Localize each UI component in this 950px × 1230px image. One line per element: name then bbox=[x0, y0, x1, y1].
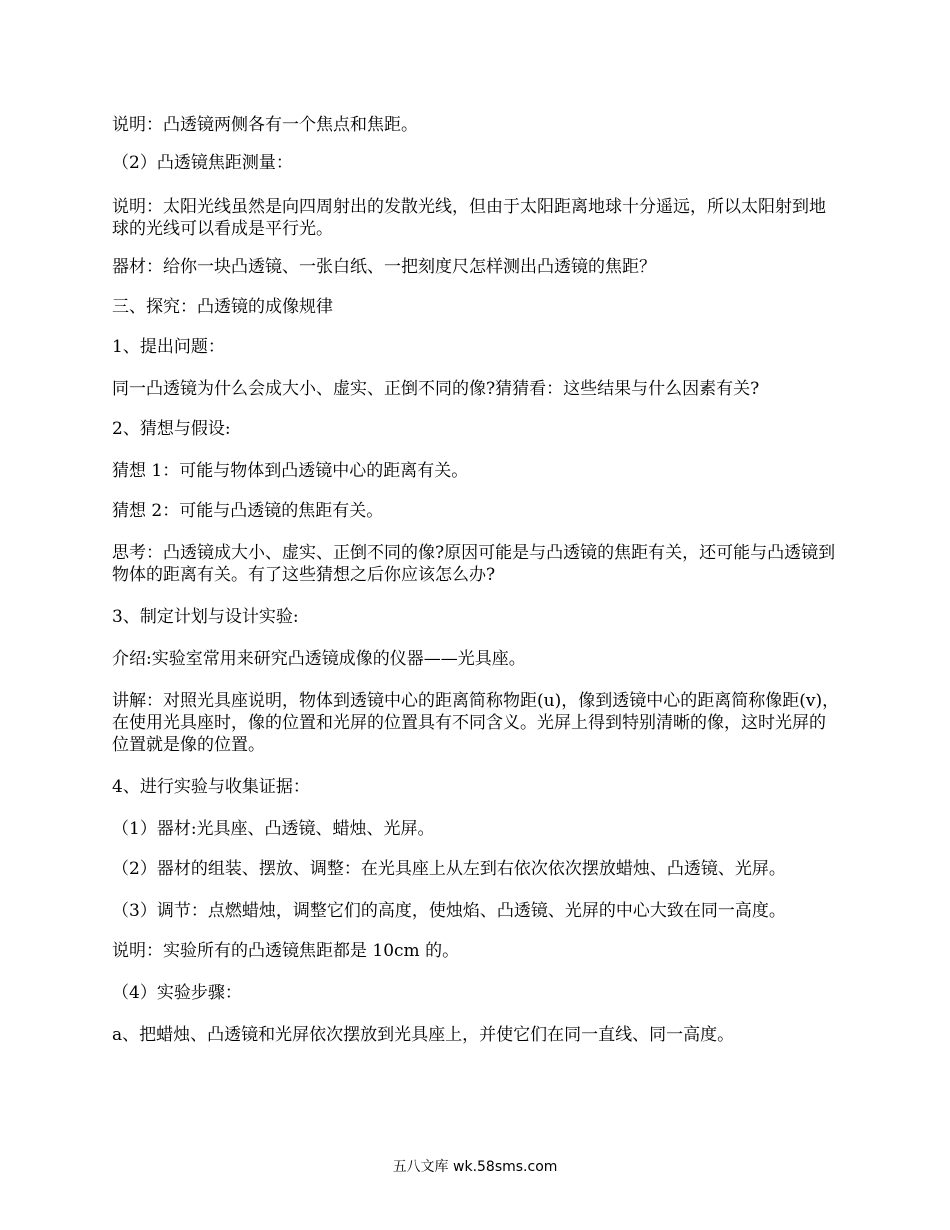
paragraph: 4、进行实验与收集证据： bbox=[112, 777, 310, 797]
paragraph: （2）器材的组装、摆放、调整：在光具座上从左到右依次依次摆放蜡烛、凸透镜、光屏。 bbox=[112, 859, 786, 879]
paragraph: 器材：给你一块凸透镜、一张白纸、一把刻度尺怎样测出凸透镜的焦距？ bbox=[112, 257, 656, 277]
paragraph: 思考：凸透镜成大小、虚实、正倒不同的像?原因可能是与凸透镜的焦距有关，还可能与凸透镜到物体的距离有关。有了这些猜想之后你应该怎么办? bbox=[112, 543, 836, 585]
paragraph: 3、制定计划与设计实验: bbox=[112, 607, 299, 627]
paragraph: 讲解：对照光具座说明，物体到透镜中心的距离简称物距(u)，像到透镜中心的距离简称像距(v)，在使用光具座时，像的位置和光屏的位置具有不同含义。光屏上得到特别清晰的像，这时光屏的位置就是像的位置。 bbox=[112, 691, 840, 755]
paragraph: 说明：实验所有的凸透镜焦距都是 10cm 的。 bbox=[112, 941, 460, 961]
paragraph: （3）调节：点燃蜡烛，调整它们的高度，使烛焰、凸透镜、光屏的中心大致在同一高度。 bbox=[112, 901, 786, 921]
footer-watermark: 五八文库 wk.58sms.com bbox=[392, 1159, 558, 1175]
paragraph: a、把蜡烛、凸透镜和光屏依次摆放到光具座上，并使它们在同一直线、同一高度。 bbox=[112, 1025, 735, 1045]
paragraph: 说明：凸透镜两侧各有一个焦点和焦距。 bbox=[112, 115, 418, 135]
paragraph: 猜想 1：可能与物体到凸透镜中心的距离有关。 bbox=[112, 461, 469, 481]
paragraph: （2）凸透镜焦距测量： bbox=[112, 153, 293, 173]
paragraph: 1、提出问题： bbox=[112, 337, 225, 357]
paragraph: 2、猜想与假设: bbox=[112, 419, 231, 439]
paragraph: 说明：太阳光线虽然是向四周射出的发散光线，但由于太阳距离地球十分遥远，所以太阳射到地球的光线可以看成是平行光。 bbox=[112, 197, 826, 239]
paragraph: （4）实验步骤： bbox=[112, 983, 242, 1003]
paragraph: 同一凸透镜为什么会成大小、虚实、正倒不同的像?猜猜看：这些结果与什么因素有关? bbox=[112, 379, 760, 399]
paragraph: 猜想 2：可能与凸透镜的焦距有关。 bbox=[112, 501, 384, 521]
paragraph: （1）器材:光具座、凸透镜、蜡烛、光屏。 bbox=[112, 819, 435, 839]
paragraph: 介绍:实验室常用来研究凸透镜成像的仪器——光具座。 bbox=[112, 649, 526, 669]
section-heading: 三、探究：凸透镜的成像规律 bbox=[112, 297, 333, 317]
